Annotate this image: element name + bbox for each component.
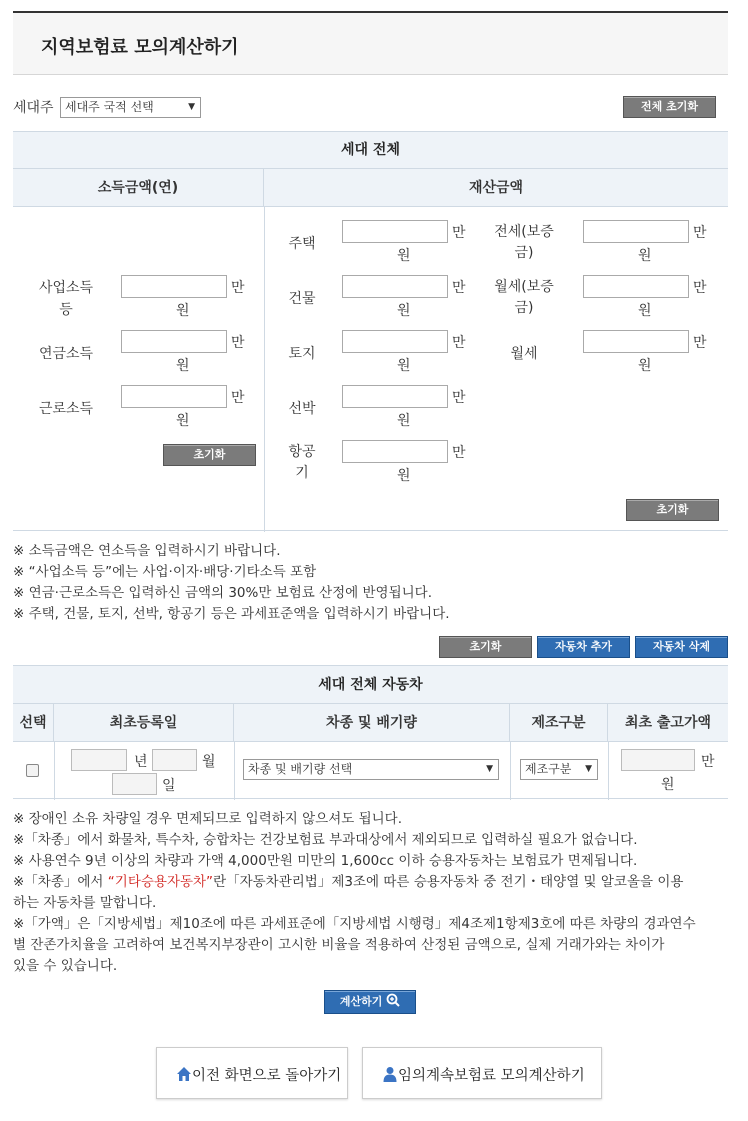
voluntary-insurance-button[interactable] <box>362 1047 602 1099</box>
building-value-input[interactable] <box>342 275 448 298</box>
income-notes <box>13 541 733 625</box>
dropdown-arrow-icon: ▼ <box>486 764 493 774</box>
house-value-input[interactable] <box>342 220 448 243</box>
unit-man: 만 <box>693 280 707 296</box>
highlight-text: “기타승용자동차” <box>107 874 214 890</box>
property-label-monthly-rent: 월세 <box>510 346 538 362</box>
home-icon <box>176 1066 192 1082</box>
note-line: 별 잔존가치율을 고려하여 보건복지부장관이 고시한 비율을 적용하여 산정된 금액으로, 실제 거래가와는 차이가 <box>13 937 665 953</box>
property-label-land: 토지 <box>288 346 316 362</box>
nationality-select[interactable] <box>60 97 201 118</box>
page-header <box>13 11 728 75</box>
jeonse-deposit-input[interactable] <box>583 220 689 243</box>
maker-select[interactable] <box>520 759 598 780</box>
monthly-rent-input[interactable] <box>583 330 689 353</box>
unit-man: 만 <box>452 225 466 241</box>
unit-won: 원 <box>638 248 652 264</box>
car-type-select[interactable] <box>243 759 499 780</box>
income-label-business: 사업소득 등 <box>38 280 94 318</box>
unit-man: 만 <box>231 390 245 406</box>
aircraft-value-input[interactable] <box>342 440 448 463</box>
day-unit: 일 <box>162 778 176 794</box>
voluntary-button-label: 임의계속보험료 모의계산하기 <box>398 1068 585 1084</box>
ship-value-input[interactable] <box>342 385 448 408</box>
column-divider <box>264 207 265 532</box>
car-table-header <box>13 704 728 742</box>
unit-won: 원 <box>176 303 190 319</box>
unit-won: 원 <box>661 777 675 793</box>
car-select-checkbox[interactable] <box>26 764 39 777</box>
back-button[interactable] <box>156 1047 348 1099</box>
unit-won: 원 <box>397 248 411 264</box>
person-icon <box>382 1066 398 1082</box>
car-type-select-value: 차종 및 배기량 선택 <box>248 762 353 776</box>
unit-man: 만 <box>701 754 715 770</box>
property-label-jeonse: 전세(보증 금) <box>494 224 554 261</box>
add-car-button[interactable]: 자동차 추가 <box>537 636 630 658</box>
unit-won: 원 <box>176 413 190 429</box>
column-header-price: 최초 출고가액 <box>624 715 712 731</box>
note-line: ※ 연금·근로소득은 입력하신 금액의 30%만 보험료 산정에 반영됩니다. <box>13 585 433 601</box>
unit-won: 원 <box>397 358 411 374</box>
nationality-select-value: 세대주 국적 선택 <box>65 100 154 114</box>
unit-won: 원 <box>397 413 411 429</box>
day-input[interactable] <box>112 773 157 795</box>
price-input[interactable] <box>621 749 695 771</box>
column-header-select: 선택 <box>13 704 54 742</box>
magnifier-plus-icon <box>386 993 400 1007</box>
unit-won: 원 <box>638 303 652 319</box>
calculate-button[interactable] <box>324 990 416 1014</box>
year-input[interactable] <box>71 749 127 771</box>
maker-select-value: 제조구분 <box>525 762 572 776</box>
note-line: ※ “사업소득 등”에는 사업·이자·배당·기타소득 포함 <box>13 564 317 580</box>
car-notes <box>13 809 733 977</box>
unit-won: 원 <box>638 358 652 374</box>
unit-won: 원 <box>176 358 190 374</box>
note-line: 하는 자동차를 말합니다. <box>13 895 157 911</box>
note-line: ※ 소득금액은 연소득을 입력하시기 바랍니다. <box>13 543 281 559</box>
unit-man: 만 <box>231 335 245 351</box>
income-label-pension: 연금소득 <box>38 346 94 362</box>
property-heading: 재산금액 <box>264 169 728 207</box>
property-label-monthly-deposit: 월세(보증 금) <box>494 279 554 316</box>
household-label: 세대주 <box>13 100 54 116</box>
property-label-aircraft: 항공 기 <box>288 444 316 481</box>
unit-man: 만 <box>693 335 707 351</box>
monthly-deposit-input[interactable] <box>583 275 689 298</box>
column-header-maker: 제조구분 <box>510 704 608 742</box>
note-line: ※ 사용연수 9년 이상의 차량과 가액 4,000만원 미만의 1,600cc 이하 승용자동차는 보험료가 면제됩니다. <box>13 853 638 869</box>
column-header-car-type: 차종 및 배기량 <box>234 704 510 742</box>
back-button-label: 이전 화면으로 돌아가기 <box>192 1068 342 1084</box>
calculate-label: 계산하기 <box>339 995 383 1008</box>
unit-man: 만 <box>452 335 466 351</box>
page-title: 지역보험료 모의계산하기 <box>41 37 239 58</box>
note-line: ※ 주택, 건물, 토지, 선박, 항공기 등은 과세표준액을 입력하시기 바랍니다. <box>13 606 450 622</box>
property-reset-button[interactable]: 초기화 <box>626 499 719 521</box>
delete-car-button[interactable]: 자동차 삭제 <box>635 636 728 658</box>
car-panel-heading: 세대 전체 자동차 <box>13 666 728 704</box>
reset-all-button[interactable]: 전체 초기화 <box>623 96 716 118</box>
unit-man: 만 <box>693 225 707 241</box>
wage-income-input[interactable] <box>121 385 227 408</box>
property-label-house: 주택 <box>288 236 316 252</box>
property-label-building: 건물 <box>288 291 316 307</box>
note-line: ※ 장애인 소유 차량일 경우 면제되므로 입력하지 않으셔도 됩니다. <box>13 811 402 827</box>
unit-man: 만 <box>452 280 466 296</box>
pension-income-input[interactable] <box>121 330 227 353</box>
month-unit: 월 <box>202 754 216 770</box>
car-reset-button[interactable]: 초기화 <box>439 636 532 658</box>
unit-man: 만 <box>452 390 466 406</box>
note-line: ※「차종」에서 “기타승용자동차”란「자동차관리법」제3조에 따른 승용자동차 중 전기・태양열 및 알코올을 이용 <box>13 874 684 890</box>
note-line: ※「가액」은「지방세법」제10조에 따른 과세표준에「지방세법 시행령」제4조제1항제3호에 따른 차량의 경과연수 <box>13 916 696 932</box>
dropdown-arrow-icon: ▼ <box>585 764 592 774</box>
unit-won: 원 <box>397 303 411 319</box>
land-value-input[interactable] <box>342 330 448 353</box>
unit-man: 만 <box>231 280 245 296</box>
note-line: 있을 수 있습니다. <box>13 958 118 974</box>
column-header-first-registration: 최초등록일 <box>54 704 234 742</box>
month-input[interactable] <box>152 749 197 771</box>
income-heading: 소득금액(연) <box>13 169 264 207</box>
unit-man: 만 <box>452 445 466 461</box>
dropdown-arrow-icon: ▼ <box>188 102 195 112</box>
panel-heading: 세대 전체 <box>13 132 728 169</box>
property-label-ship: 선박 <box>288 401 316 417</box>
income-reset-button[interactable]: 초기화 <box>163 444 256 466</box>
business-income-input[interactable] <box>121 275 227 298</box>
unit-won: 원 <box>397 468 411 484</box>
income-label-wage: 근로소득 <box>38 401 94 417</box>
note-line: ※「차종」에서 화물차, 특수차, 승합차는 건강보험료 부과대상에서 제외되므로 입력하실 필요가 없습니다. <box>13 832 638 848</box>
year-unit: 년 <box>134 754 148 770</box>
